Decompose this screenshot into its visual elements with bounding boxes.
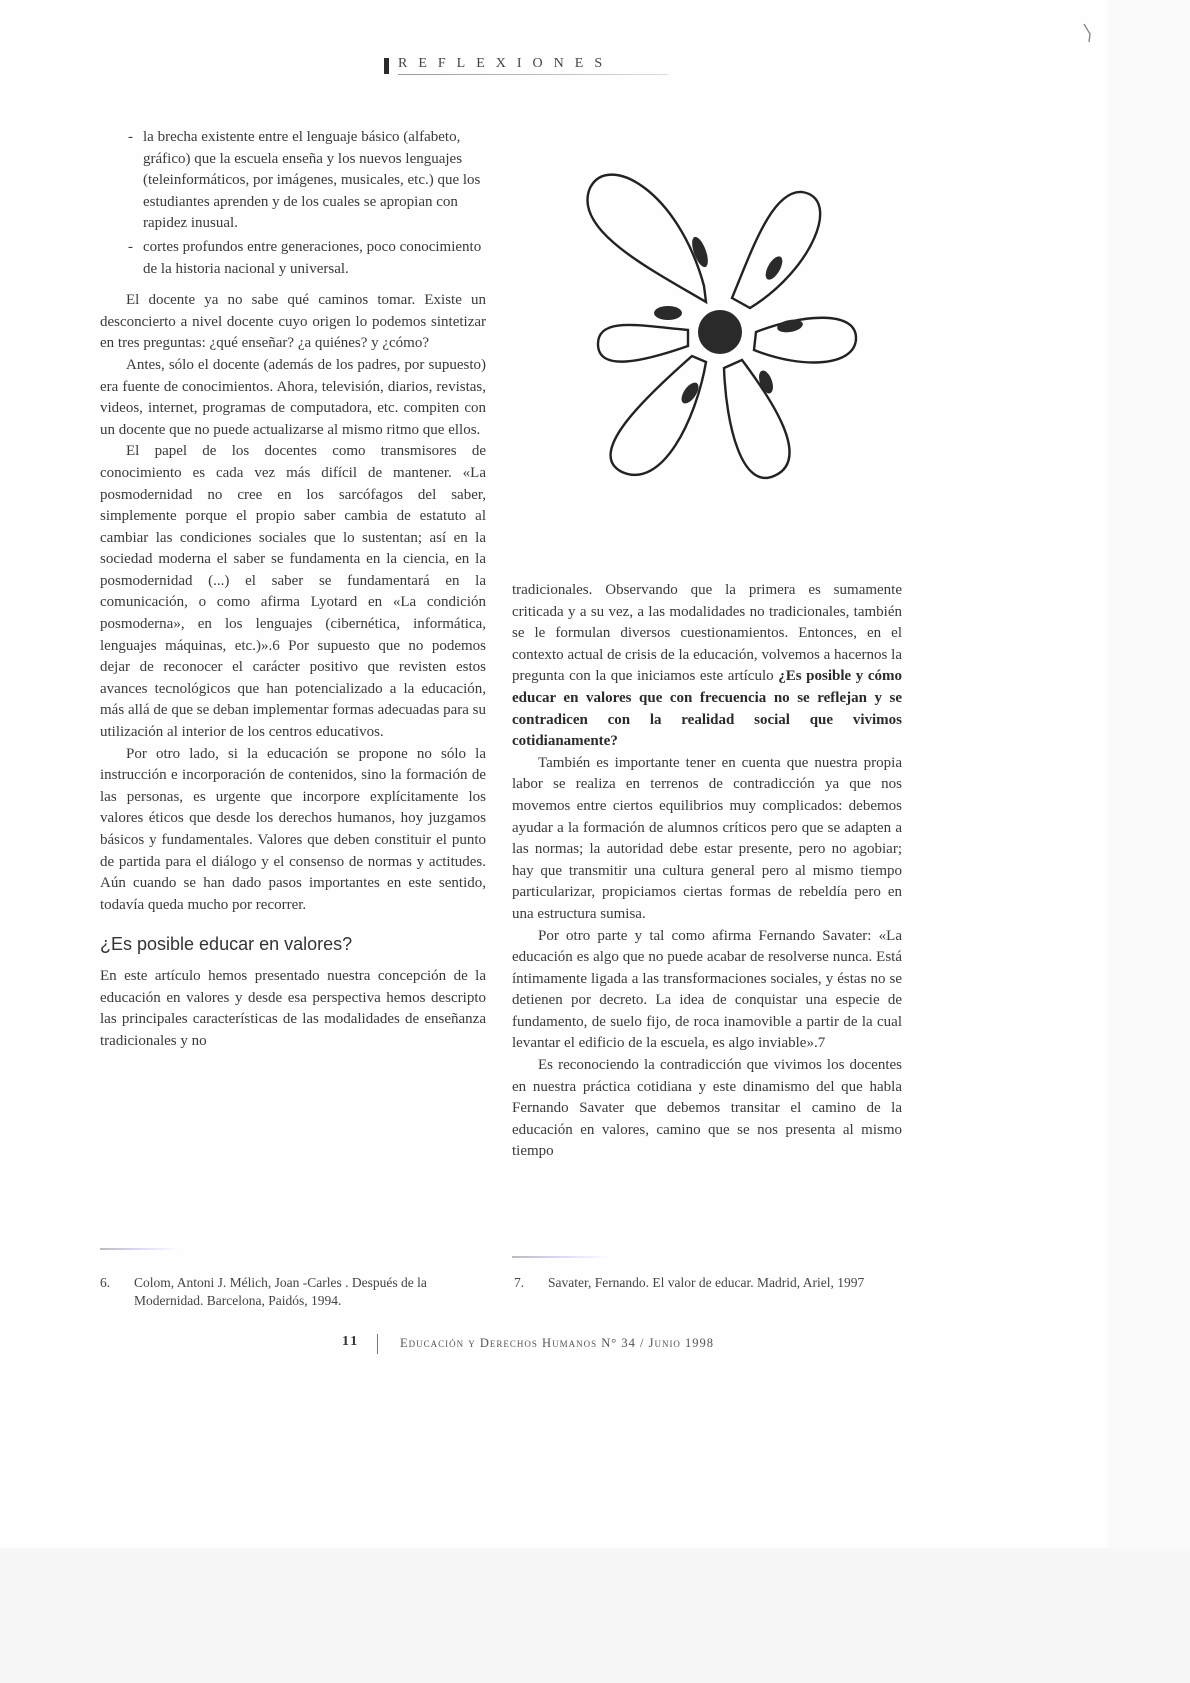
bullet-text: la brecha existente entre el lenguaje básico (alfabeto, gráfico) que la escuela enseña y los nuevos lenguajes (teleinformáticos, por imágenes, musicales, etc.) que los estudiantes aprenden y de los cuales se apropian con rapidez inusual. (143, 129, 481, 232)
paragraph-text: tradicionales. Observando que la primera es sumamente criticada y a su vez, a las modalidades no tradicionales, también se le formulan diversos cuestionamientos. Entonces, en el contexto actual de crisis de la educación, volvemos a hacernos la pregunta con la que iniciamos este artículo (512, 582, 902, 685)
magazine-info: Educación y Derechos Humanos N° 34 / Junio 1998 (400, 1336, 715, 1350)
footnote-rule (512, 1256, 612, 1258)
footnote-number: 6. (100, 1275, 111, 1290)
paragraph: El docente ya no sabe qué caminos tomar. Existe un desconcierto a nivel docente cuyo origen lo podemos sintetizar en tres preguntas: ¿qué enseñar? ¿a quiénes? y ¿cómo? (100, 292, 486, 352)
footnote-text: Savater, Fernando. El valor de educar. Madrid, Ariel, 1997 (548, 1275, 865, 1290)
bullet-dash: - (128, 129, 133, 145)
header-bar (384, 58, 389, 74)
paragraph: En este artículo hemos presentado nuestra concepción de la educación en valores y desde esa perspectiva hemos descripto las principales características de las modalidades de enseñanza tradicionales y no (100, 967, 486, 1049)
section-title: REFLEXIONES (398, 56, 614, 71)
footnote-number: 7. (514, 1275, 525, 1290)
footer-separator (377, 1334, 378, 1354)
paragraph (512, 580, 902, 753)
right-column (512, 580, 902, 1163)
bullet-text: cortes profundos entre generaciones, poco conocimiento de la historia nacional y universal. (143, 238, 482, 277)
bullet-dash: - (128, 238, 133, 255)
scan-mark (1082, 22, 1096, 46)
left-column (100, 127, 486, 1052)
paragraph: Antes, sólo el docente (además de los padres, por supuesto) era fuente de conocimientos. Ahora, televisión, diarios, revistas, videos, internet, programas de computadora, etc. compiten con un docente que no puede actualizarse al mismo ritmo que ellos. (100, 356, 486, 438)
emphasis-question: ¿Es posible y cómo educar en valores que con frecuencia no se reflejan y se contradicen con la realidad social que vivimos cotidianamente? (512, 668, 903, 750)
list-item (100, 127, 486, 235)
paragraph: El papel de los docentes como transmisores de conocimiento es cada vez más difícil de mantener. «La posmodernidad no cree en los sarcófagos del saber, simplemente porque el propio saber cambia de estatuto al cambiar las condiciones sociales que lo sustentan; así en la sociedad moderna el saber se fundamenta en la ciencia, en la posmodernidad (...) el saber se fundamentará en la comunicación, o como afirma Lyotard en «La condición posmoderna», en los lenguajes (cibernética, informática, lenguajes máquinas, etc.)».6 Por supuesto que no podemos dejar de reconocer el carácter positivo que revisten estos avances tecnológicos que han potencializado a la educación, más allá de que se deban implementar formas adecuadas para su utilización al interior de los centros educativos. (100, 443, 486, 741)
footnote (514, 1274, 884, 1292)
paragraph: También es importante tener en cuenta que nuestra propia labor se realiza en terrenos de contradicción ya que nos movemos entre ciertos equilibrios muy complicados: debemos ayudar a la formación de alumnos críticos pero que se adapten a las normas; la autoridad debe estar presente, pero no agobiar; hay que transmitir una cultura general pero al mismo tiempo particularizar, propiciamos ciertas formas de rebeldía pero en una estructura sumisa. (512, 754, 902, 922)
footnote (100, 1274, 472, 1310)
scan-margin-right (1108, 0, 1190, 1683)
footnote-rule (100, 1248, 180, 1250)
paragraph: Por otro lado, si la educación se propone no sólo la instrucción e incorporación de contenidos, sino la formación de las personas, es urgente que incorpore explícitamente los valores éticos que desde los derechos humanos, hoy juzgamos básicos y fundamentales. Valores que deben constituir el punto de partida para el diálogo y el consenso de normas y actitudes. Aún cuando se han dado pasos importantes en este sentido, todavía queda mucho por recorrer. (100, 745, 486, 913)
footnote-text: Colom, Antoni J. Mélich, Joan -Carles . Después de la Modernidad. Barcelona, Paidós, 1994. (134, 1275, 427, 1308)
page-footer (342, 1334, 762, 1356)
paragraph: Es reconociendo la contradicción que vivimos los docentes en nuestra práctica cotidiana y este dinamismo del que habla Fernando Savater que debemos transitar el camino de la educación en valores, camino que se nos presenta al mismo tiempo (512, 1057, 902, 1160)
scan-margin-bottom (0, 1548, 1190, 1683)
section-heading: ¿Es posible educar en valores? (100, 934, 353, 955)
flower-illustration (570, 160, 860, 500)
flower-dots (654, 235, 804, 406)
header-rule (398, 74, 668, 75)
section-header (384, 56, 684, 76)
page-number: 11 (342, 1334, 360, 1349)
list-item (100, 237, 486, 280)
paragraph: Por otro parte y tal como afirma Fernando Savater: «La educación es algo que no puede acabar de resolverse nunca. Está íntimamente ligada a las transformaciones sociales, y éstas no se detienen por decreto. La idea de conquistar una especie de fundamento, de suelo fijo, de roca inamovible a partir de la cual levantar el edificio de la escuela, es algo inviable».7 (512, 927, 902, 1052)
flower-center (698, 310, 742, 354)
